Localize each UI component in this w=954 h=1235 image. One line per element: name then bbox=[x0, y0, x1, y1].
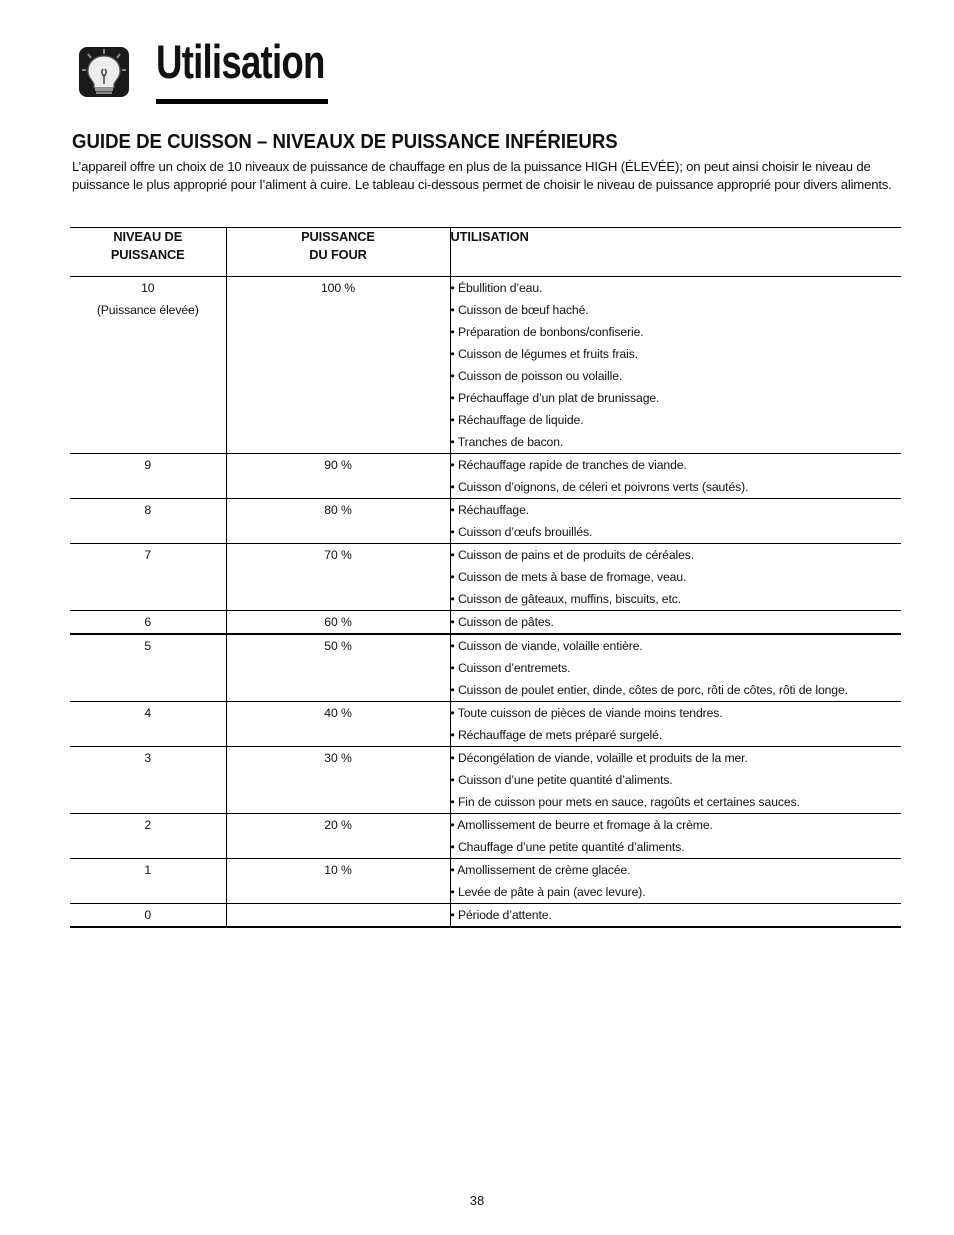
lightbulb-icon bbox=[76, 44, 132, 100]
level-value: 4 bbox=[144, 706, 152, 720]
usage-cell bbox=[450, 859, 901, 904]
level-cell bbox=[70, 904, 226, 928]
power-value: 100 % bbox=[320, 281, 356, 295]
power-value: 60 % bbox=[324, 615, 352, 629]
usage-item: • Toute cuisson de pièces de viande moins tendres. bbox=[450, 706, 723, 720]
table-row bbox=[70, 544, 901, 611]
power-cell bbox=[226, 814, 450, 859]
usage-cell bbox=[450, 277, 901, 454]
level-cell bbox=[70, 611, 226, 635]
level-cell bbox=[70, 544, 226, 611]
table-row bbox=[70, 499, 901, 544]
table-row bbox=[70, 702, 901, 747]
power-cell bbox=[226, 747, 450, 814]
power-cell bbox=[226, 859, 450, 904]
section-heading: GUIDE DE CUISSON – NIVEAUX DE PUISSANCE INFÉRIEURS bbox=[72, 131, 618, 153]
header-level-line2: PUISSANCE bbox=[110, 246, 185, 262]
usage-item: • Cuisson de viande, volaille entière. bbox=[450, 639, 643, 653]
power-value: 10 % bbox=[324, 863, 352, 877]
usage-cell bbox=[450, 611, 901, 635]
header-level-line1: NIVEAU DE bbox=[113, 229, 183, 244]
level-value: 5 bbox=[144, 639, 152, 653]
usage-item: • Levée de pâte à pain (avec levure). bbox=[450, 885, 646, 899]
power-cell bbox=[226, 702, 450, 747]
usage-cell bbox=[450, 544, 901, 611]
power-cell bbox=[226, 544, 450, 611]
usage-item: • Tranches de bacon. bbox=[450, 435, 564, 449]
level-note: (Puissance élevée) bbox=[96, 303, 199, 317]
header-power-line2: DU FOUR bbox=[309, 246, 367, 262]
table-row bbox=[70, 277, 901, 454]
power-cell bbox=[226, 277, 450, 454]
usage-item: • Réchauffage de liquide. bbox=[450, 413, 584, 427]
level-cell bbox=[70, 634, 226, 702]
table-row bbox=[70, 747, 901, 814]
usage-item: • Ébullition d’eau. bbox=[450, 281, 543, 295]
power-cell bbox=[226, 454, 450, 499]
usage-cell bbox=[450, 454, 901, 499]
usage-item: • Cuisson d’une petite quantité d’aliments. bbox=[450, 773, 673, 787]
usage-item: • Cuisson de poulet entier, dinde, côtes de porc, rôti de côtes, rôti de longe. bbox=[450, 683, 848, 697]
power-cell bbox=[226, 634, 450, 702]
usage-item: • Amollissement de crème glacée. bbox=[450, 863, 631, 877]
level-value: 9 bbox=[144, 458, 152, 472]
table-row bbox=[70, 454, 901, 499]
usage-cell bbox=[450, 499, 901, 544]
power-level-table bbox=[70, 227, 901, 928]
power-cell bbox=[226, 904, 450, 928]
table-row bbox=[70, 904, 901, 928]
table-body bbox=[70, 277, 901, 928]
level-value: 0 bbox=[144, 908, 152, 922]
usage-cell bbox=[450, 904, 901, 928]
level-cell bbox=[70, 454, 226, 499]
title-underline bbox=[156, 99, 328, 104]
level-cell bbox=[70, 747, 226, 814]
usage-item: • Chauffage d’une petite quantité d’aliments. bbox=[450, 840, 685, 854]
power-value: 80 % bbox=[324, 503, 352, 517]
level-cell bbox=[70, 859, 226, 904]
usage-item: • Préparation de bonbons/confiserie. bbox=[450, 325, 644, 339]
level-cell bbox=[70, 814, 226, 859]
header-usage: UTILISATION bbox=[450, 229, 529, 244]
table-row bbox=[70, 859, 901, 904]
page-number: 38 bbox=[469, 1193, 485, 1208]
level-value: 3 bbox=[144, 751, 152, 765]
usage-item: • Cuisson d’œufs brouillés. bbox=[450, 525, 593, 539]
usage-cell bbox=[450, 814, 901, 859]
usage-item: • Cuisson de mets à base de fromage, veau. bbox=[450, 570, 687, 584]
usage-item: • Réchauffage. bbox=[450, 503, 530, 517]
usage-item: • Réchauffage rapide de tranches de viande. bbox=[450, 458, 687, 472]
usage-item: • Cuisson de pains et de produits de céréales. bbox=[450, 548, 695, 562]
header-power-line1: PUISSANCE bbox=[301, 229, 375, 244]
power-cell bbox=[226, 611, 450, 635]
usage-item: • Décongélation de viande, volaille et produits de la mer. bbox=[450, 751, 748, 765]
usage-cell bbox=[450, 634, 901, 702]
table-header-row bbox=[70, 228, 901, 277]
header-power bbox=[226, 228, 450, 277]
usage-item: • Cuisson de pâtes. bbox=[450, 615, 554, 629]
usage-item: • Cuisson de poisson ou volaille. bbox=[450, 369, 623, 383]
table-row bbox=[70, 634, 901, 702]
usage-cell bbox=[450, 747, 901, 814]
usage-cell bbox=[450, 702, 901, 747]
power-value: 20 % bbox=[324, 818, 352, 832]
power-value: 70 % bbox=[324, 548, 352, 562]
header-level bbox=[70, 228, 226, 277]
level-value: 2 bbox=[144, 818, 152, 832]
level-value: 7 bbox=[144, 548, 152, 562]
usage-item: • Période d’attente. bbox=[450, 908, 552, 922]
table-row bbox=[70, 814, 901, 859]
power-value: 40 % bbox=[324, 706, 352, 720]
usage-item: • Cuisson d’entremets. bbox=[450, 661, 571, 675]
usage-item: • Fin de cuisson pour mets en sauce, ragoûts et certaines sauces. bbox=[450, 795, 800, 809]
intro-paragraph: L’appareil offre un choix de 10 niveaux de puissance de chauffage en plus de la puissance HIGH (ÉLEVÉE); on peut ainsi choisir le niveau de puissance le plus approprié pour l’aliment à cuire. Le tableau ci-dessous permet de choisir le niveau de puissance approprié pour divers aliments. bbox=[72, 159, 892, 192]
power-value: 90 % bbox=[324, 458, 352, 472]
usage-item: • Préchauffage d’un plat de brunissage. bbox=[450, 391, 660, 405]
usage-item: • Cuisson de gâteaux, muffins, biscuits, etc. bbox=[450, 592, 682, 606]
power-value: 50 % bbox=[324, 639, 352, 653]
level-value: 10 bbox=[141, 281, 155, 295]
level-cell bbox=[70, 702, 226, 747]
level-value: 8 bbox=[144, 503, 152, 517]
level-cell bbox=[70, 499, 226, 544]
usage-item: • Cuisson de bœuf haché. bbox=[450, 303, 589, 317]
level-cell bbox=[70, 277, 226, 454]
usage-item: • Réchauffage de mets préparé surgelé. bbox=[450, 728, 663, 742]
power-value: 30 % bbox=[324, 751, 352, 765]
page-title: Utilisation bbox=[156, 35, 325, 88]
level-value: 6 bbox=[144, 615, 152, 629]
usage-item: • Cuisson d’oignons, de céleri et poivrons verts (sautés). bbox=[450, 480, 749, 494]
power-cell bbox=[226, 499, 450, 544]
usage-item: • Amollissement de beurre et fromage à la crème. bbox=[450, 818, 713, 832]
level-value: 1 bbox=[144, 863, 152, 877]
usage-item: • Cuisson de légumes et fruits frais. bbox=[450, 347, 639, 361]
table-row bbox=[70, 611, 901, 635]
